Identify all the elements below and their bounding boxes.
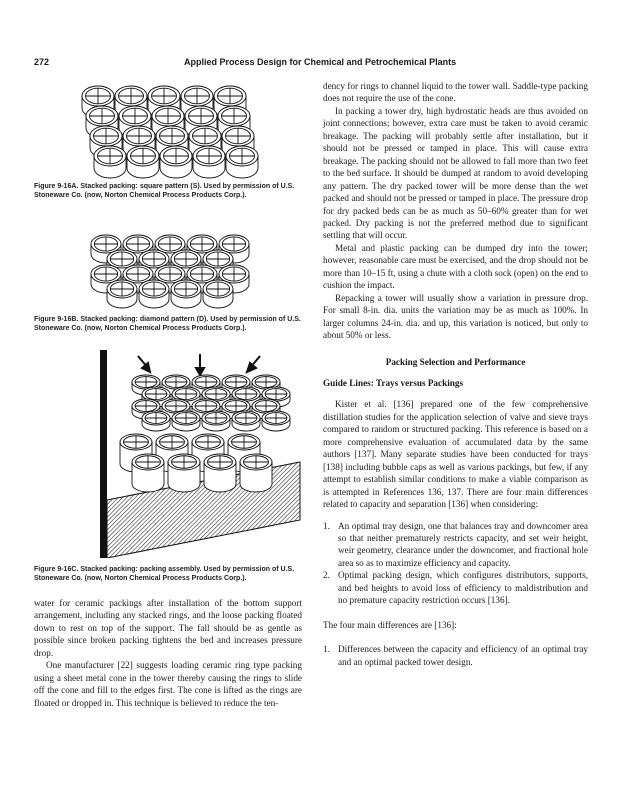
list-number: 1. (323, 644, 330, 655)
list-item (323, 643, 588, 668)
packing-ring (240, 454, 272, 492)
figure-9-16b-illustration (84, 232, 264, 310)
packing-ring (232, 411, 260, 431)
packing-ring (193, 146, 225, 178)
figure-9-16a-illustration (78, 82, 260, 182)
packing-ring (168, 454, 200, 492)
list-text: Differences between the capacity and efficiency of an optimal tray and an optimal packed tower design. (338, 644, 588, 667)
page-number: 272 (34, 57, 50, 67)
list-item (323, 520, 588, 570)
list-item (323, 569, 588, 606)
list-text: Optimal packing design, which configures distributors, supports, and bed heights to avoid loss of efficiency to maldistribution and no premature capacity restriction occurs [136]. (338, 570, 588, 606)
list-number: 1. (323, 520, 330, 531)
packing-ring (127, 146, 159, 178)
paragraph: Metal and plastic packing can be dumped dry into the tower; however, reasonable care must be exercised, and the drop should not be more than 10–15 ft, using a chute with a cloth sock (open) on the end to cushion the impact. (323, 242, 588, 291)
packing-ring (160, 146, 192, 178)
packing-ring (226, 146, 258, 178)
figure-label: Figure 9-16C. (34, 566, 79, 573)
paragraph: dency for rings to channel liquid to the tower wall. Saddle-type packing does not require the use of the cone. (323, 81, 588, 104)
packing-ring (132, 454, 164, 492)
figure-caption-text: Stacked packing: diamond pattern (D). Used by permission of U.S. Stoneware Co. (now, Norton Chemical Process Products Corp.). (34, 316, 301, 333)
right-column (323, 80, 588, 668)
figure-caption-text: Stacked packing: square pattern (S). Used by permission of U.S. Stoneware Co. (now, Norton Chemical Process Products Corp.). (34, 183, 295, 200)
paragraph: Repacking a tower will usually show a variation in pressure drop. For small 8-in. dia. units the variation may be as much as 100%. In larger columns 24-in. dia. and up, this variation is noticed, but only to about 50% or less. (323, 292, 588, 341)
figure-9-16c-illustration (100, 350, 302, 558)
section-heading: Packing Selection and Performance (385, 356, 526, 367)
packing-ring (202, 411, 230, 431)
paragraph: The four main differences are [136]: (323, 619, 457, 630)
paragraph: In packing a tower dry, high hydrostatic heads are thus avoided on joint connections; however, extra care must be taken to avoid ceramic breakage. The packing will probably settle after installation, but it should not be pressed or tamped in place. This will cause extra breakage. The packing should not be allowed to fall more than two feet to the bed surface. It should be dumped at random to avoid developing any pattern. The dry packed tower will be more dense than the wet packed and should not be pressed or tamped in place. The pressure drop for dry packed beds can be as much as 50–60% greater than for wet packed. Dry packing is not the preferred method due to significant settling that will occur. (323, 105, 588, 241)
subsection-heading: Guide Lines: Trays versus Packings (323, 377, 464, 388)
packing-ring (172, 411, 200, 431)
paragraph: Kister et al. [136] prepared one of the few comprehensive distillation studies for the application selection of valve and sieve trays compared to random or structured packing. This reference is based on a more comprehensive evaluation of accumulated data by the same authors [137]. Many separate studies have been conducted for trays [138] including bubble caps as well as various packings, but few, if any attempt to establish similar conditions to make a viable comparison as is attempted in References 136, 137. There are four main differences related to capacity and separation [136] when considering: (323, 399, 588, 510)
paragraph: water for ceramic packings after installation of the bottom support arrangement, including any stacked rings, and the loose packing floated down to rest on top of the support. The fall should be as gentle as possible since broken packing tightens the bed and increases pressure drop. (34, 598, 302, 658)
list-number: 2. (323, 570, 330, 581)
considering-list (323, 520, 588, 607)
running-title: Applied Process Design for Chemical and Petrochemical Plants (184, 57, 457, 67)
list-text: An optimal tray design, one that balances tray and downcomer area so that neither prematurely restricts capacity, and set weir height, weir geometry, clearance under the downcomer, and fractional hole area so as to maximize efficiency and capacity. (338, 520, 588, 568)
packing-ring (204, 454, 236, 492)
packing-ring (107, 280, 137, 308)
packing-ring (203, 280, 233, 308)
figure-caption-text: Stacked packing: packing assembly. Used by permission of U.S. Stoneware Co. (now, Norton Chemical Process Products Corp.). (34, 566, 295, 583)
left-body-text (34, 597, 302, 709)
figure-9-16a-caption (34, 182, 302, 201)
figure-9-16b-caption (34, 315, 302, 334)
packing-ring (142, 411, 170, 431)
paragraph: One manufacturer [22] suggests loading ceramic ring type packing using a sheet metal cone in the tower thereby causing the rings to slide off the cone and fill to the edges first. The cone is lifted as the rings are floated or dropped in. This technique is believed to reduce the ten- (34, 660, 302, 708)
packing-ring (171, 280, 201, 308)
packing-ring (94, 146, 126, 178)
figure-9-16c-caption (34, 565, 302, 584)
differences-list (323, 643, 588, 668)
figure-label: Figure 9-16B. (34, 316, 79, 323)
packing-ring (139, 280, 169, 308)
packing-ring (262, 411, 290, 431)
figure-label: Figure 9-16A. (34, 183, 79, 190)
